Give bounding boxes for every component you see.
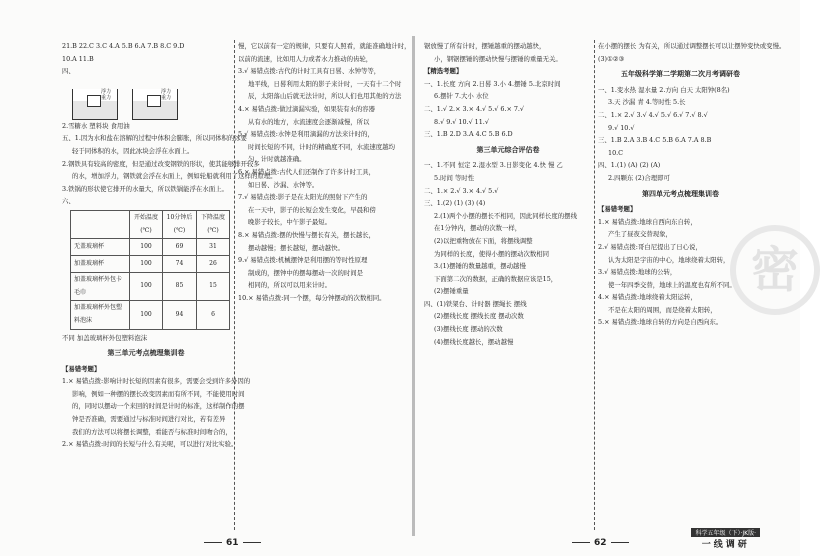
text-line: 产生了昼夜交替现象， <box>608 230 672 239</box>
table-cell: 加盖玻璃杯外包塑料泡沫 <box>71 301 130 329</box>
confidential-seal: 密 <box>730 225 820 315</box>
text-line: 2.√ 易错点拨:哥白尼提出了日心说， <box>598 242 702 251</box>
table-row <box>71 301 230 329</box>
text-line: 不同 加盖玻璃杯外包塑料泡沫 <box>62 333 148 342</box>
text-line: 5.时间 等时性 <box>434 173 475 182</box>
text-line: 2.四颗东 (2)合理即可 <box>608 173 670 182</box>
text-line: 3.(1)摆锤的数量越重，摆动越慢 <box>434 262 526 271</box>
text-line: (4)摆线长度越长，摆动越慢 <box>434 337 514 346</box>
text-line: 5.√ 易错点拨:水钟是利用滴漏的方法来计时的， <box>238 130 374 139</box>
text-line: 的水，增加浮力，钢铁就会浮在水面上，例如轮船就利用了这样的原理。 <box>72 172 277 181</box>
gravity-label: 重力 <box>161 94 172 101</box>
table-cell: 26 <box>196 256 229 273</box>
block <box>87 95 101 107</box>
text-line: 六、 <box>62 197 75 206</box>
text-line: 一、1.不同 恒定 2.湿水型 3.日影变化 4.快 慢 乙 <box>424 161 563 170</box>
text-line: 1.× 易错点拨:影响计时长短的因素有很多，需要会受到许多外因的 <box>62 377 251 386</box>
section-title: 第四单元考点梳理集训卷 <box>642 189 719 198</box>
text-line: 三、1.(2) (1) (3) (4) <box>424 199 486 208</box>
text-line: 2.(1)两个小摆的摆长不相同，因此同样长度的摆线 <box>434 211 577 220</box>
text-line: 10.× 易错点拨:同一个摆，每分钟摆动的次数相同。 <box>238 293 386 302</box>
text-line: (3)①②③ <box>598 54 625 63</box>
text-line: 下面第二次的数据，正确的数据应该是15， <box>434 274 558 283</box>
text-line: 我们的方法可以将摆长调整，看能否与标准时间吻合的， <box>72 427 232 436</box>
text-line: 9.√ 易错点拨:机械摆钟是利用摆的等时性原理 <box>238 256 368 265</box>
subsection-title: 【精选考题】 <box>424 67 463 76</box>
text-line: 3.铁锅的形状使它排开的水量大，所以铁锅能浮在水面上。 <box>62 184 228 193</box>
subsection-title: 【易错考题】 <box>598 205 637 214</box>
force-labels <box>101 89 111 101</box>
text-line: 匀，计时就越准确。 <box>248 155 306 164</box>
table-cell: 100 <box>130 239 163 256</box>
table-row <box>71 239 230 256</box>
text-line: 慢，它以前有一定的规律，只要有人照看，就能准确地计时， <box>238 42 411 50</box>
text-line: (2)以把重物放在下面，将摆线调整 <box>434 236 533 245</box>
beaker-diagrams <box>62 78 230 120</box>
text-line: 一、1.长度 方向 2.日晷 3.小 4.摆锤 5.北京时间 <box>424 79 561 88</box>
text-line: 钟是否准确，需要通过与标准时间进行对比，若有差异 <box>72 415 226 424</box>
table-cell: 100 <box>130 273 163 301</box>
table-row <box>71 256 230 273</box>
text-line: 四、 <box>62 67 75 76</box>
text-line: 3.天 沙漏 青 4.等时性 5.长 <box>608 98 686 107</box>
text-line: 晚影子较长，中午影子最短。 <box>248 218 332 227</box>
subsection-title: 【易错考题】 <box>62 364 101 373</box>
text-line: 2.钢铁具有较高的密度，但是通过改变钢铁的形状，使其能够排开较多 <box>62 159 260 168</box>
table-row <box>71 273 230 301</box>
text-line: 三、1.B 2.D 3.A 4.C 5.B 6.D <box>424 130 513 139</box>
table-cell: 加盖玻璃杯 <box>71 256 130 273</box>
beaker-1 <box>72 89 118 120</box>
column-divider <box>594 40 595 530</box>
column-divider <box>234 40 235 530</box>
table-header-row <box>71 210 230 238</box>
table-header: 10分钟后(℃) <box>163 210 197 238</box>
section-title: 第三单元综合评估卷 <box>476 145 540 154</box>
text-line: 21.B 22.C 3.C 4.A 5.B 6.A 7.B 8.C 9.D <box>62 42 185 50</box>
section-title: 第三单元考点梳理集训卷 <box>107 349 185 358</box>
temperature-table <box>70 210 230 330</box>
text-line: 制成的，摆钟中的摆每摆动一次的时间是 <box>248 268 364 277</box>
text-line: 为同样的长度，使得小摆的摆动次数相同 <box>434 249 550 258</box>
table-header <box>71 210 130 238</box>
column-3 <box>424 40 592 534</box>
table-cell: 94 <box>163 301 197 329</box>
text-line: 锯放慢了所有计时，摆锤越重的摆动越快， <box>424 42 546 50</box>
table-cell: 100 <box>130 256 163 273</box>
text-line: 如日晷、沙漏、水钟等。 <box>248 180 319 189</box>
table-header: 开始温度(℃) <box>130 210 163 238</box>
table-cell: 6 <box>196 301 229 329</box>
text-line: 小，钢锯摆锤的摆动快慢与摆锤的重量无关。 <box>434 54 562 63</box>
footer-subject: 科学五年级（下）·JK版· <box>691 528 760 537</box>
table-cell: 15 <box>196 273 229 301</box>
text-line: 6.× 易错点拨:古代人们还制作了许多计时工具， <box>238 167 376 176</box>
text-line: 影响，例如一种摆的摆长改变因素而有所不同，不能使用时间 <box>72 389 245 398</box>
text-line: 四、1.(1) (A) (2) (A) <box>598 161 661 170</box>
text-line: 1.× 易错点拨:地球自西向东自转， <box>598 217 697 226</box>
text-line: 3.√ 易错点拨:地球的公转， <box>598 268 677 277</box>
footer-brand <box>691 528 760 550</box>
text-line: 3.√ 易错点拨:古代的计时工具有日晷、水钟等等， <box>238 67 381 76</box>
page-number-left: 61 <box>200 538 265 548</box>
text-line: 二、1.√ 2.× 3.× 4.√ 5.√ 6.× 7.√ <box>424 104 525 113</box>
table-cell: 85 <box>163 273 197 301</box>
text-line: 8.× 易错点拨:摆的快慢与摆长有关，摆长越长， <box>238 230 376 239</box>
text-line: 地平线，日晷利用太阳的影子来计时，一天有十二个时 <box>248 79 402 88</box>
footer-title: 一线调研 <box>701 540 750 550</box>
text-line: 以前的流速，比如用人力或者水力推动的齿轮， <box>238 54 373 63</box>
text-line: 相同的，所以可以用来计时。 <box>248 281 332 290</box>
text-line: 10.A 11.B <box>62 54 94 63</box>
text-line: 9.√ 10.√ <box>608 123 635 132</box>
section-title: 五年级科学第二学期第二次月考调研卷 <box>621 70 740 79</box>
text-line: 从有水的地方，水流速度会逐渐减慢，所以 <box>248 117 370 126</box>
text-line: 四、(1)铁架台、计时器 摆绳长 摆线 <box>424 299 527 308</box>
buoyancy-label: 浮力 <box>101 88 112 95</box>
table-cell: 100 <box>130 301 163 329</box>
text-line: 辰，太阳落山后就无法计时，所以人们也用其他的方法 <box>248 92 402 101</box>
text-line: 6.摆针 7.大小 水位 <box>434 92 489 101</box>
table-cell: 69 <box>163 239 197 256</box>
force-labels <box>161 89 171 101</box>
text-line: (2)摆线长度 摆线长度 摆动次数 <box>434 312 524 321</box>
text-line: 8.√ 9.√ 10.√ 11.√ <box>434 117 489 126</box>
page-number-right: 62 <box>568 538 633 548</box>
text-line: (3)摆线长度 摆动的次数 <box>434 325 503 334</box>
text-line: 4.× 易错点拨:做过滴漏实验，如果装有水的容器 <box>238 104 376 113</box>
text-line: 的，同时以摆动一个来回的时间是计时的标准，这样制作的摆 <box>72 402 245 411</box>
column-2 <box>238 40 411 534</box>
text-line: 7.√ 易错点拨:影子是在太阳光的照射下产生的 <box>238 193 368 202</box>
beaker-2 <box>132 89 178 120</box>
table-cell: 74 <box>163 256 197 273</box>
buoyancy-label: 浮力 <box>161 88 172 95</box>
text-line: 5.× 易错点拨:地球自转的方向是自西向东。 <box>598 318 723 327</box>
text-line: 三、1.B 2.A 3.B 4.C 5.B 6.A 7.A 8.B <box>598 136 712 145</box>
text-line: 一、1.变水热 湿水量 2.方向 白天 太阳钟(8名) <box>598 85 730 94</box>
table-header: 下降温度(℃) <box>196 210 229 238</box>
text-line: 2.× 易错点拨:时间的长短与什么有关呢，可以进行对比实验。 <box>62 440 238 449</box>
text-line: 轻于同体积的水，因此冰块会浮在水面上。 <box>72 146 194 155</box>
text-line: 时间长短的不同，计时的精确度不同，水流速度越均 <box>248 142 395 151</box>
gravity-label: 重力 <box>101 94 112 101</box>
text-line: 在小摆的摆长 为有关，所以通过调整摆长可以让摆钟变快或变慢。 <box>598 42 786 50</box>
text-line: 不是在太阳的周围，而是绕着太阳转， <box>608 305 717 314</box>
table-cell: 加盖玻璃杯外包卡毛巾 <box>71 273 130 301</box>
text-line: 二、1.× 2.√ 3.× 4.√ 5.√ <box>424 186 499 195</box>
table-cell: 31 <box>196 239 229 256</box>
text-line: 摆动越慢；摆长越短，摆动越快。 <box>248 243 344 252</box>
block <box>147 95 161 107</box>
text-line: 二、1.× 2.√ 3.√ 4.√ 5.√ 6.√ 7.√ 8.√ <box>598 110 708 119</box>
text-line: 认为太阳是宇宙的中心，地球绕着太阳转， <box>608 255 730 264</box>
text-line: 在1分钟内，摆动的次数一样， <box>434 224 522 233</box>
text-line: 五、1.因为水和盐在溶解的过程中体积会膨胀，所以同体积的冰要 <box>62 134 248 143</box>
table-cell: 无盖玻璃杯 <box>71 239 130 256</box>
text-line: 使一年四季交替，地球上的温度也有所不同。 <box>608 280 736 289</box>
text-line: 10.C <box>608 148 624 157</box>
text-line: (2)摆锤重量 <box>434 287 469 296</box>
text-line: 2.雪糖水 塑料块 食用油 <box>62 121 130 130</box>
center-gutter <box>412 36 415 536</box>
text-line: 在一天中，影子的长短会发生变化，早晨和傍 <box>248 205 376 214</box>
text-line: 4.× 易错点拨:地球绕着太阳运转， <box>598 293 697 302</box>
